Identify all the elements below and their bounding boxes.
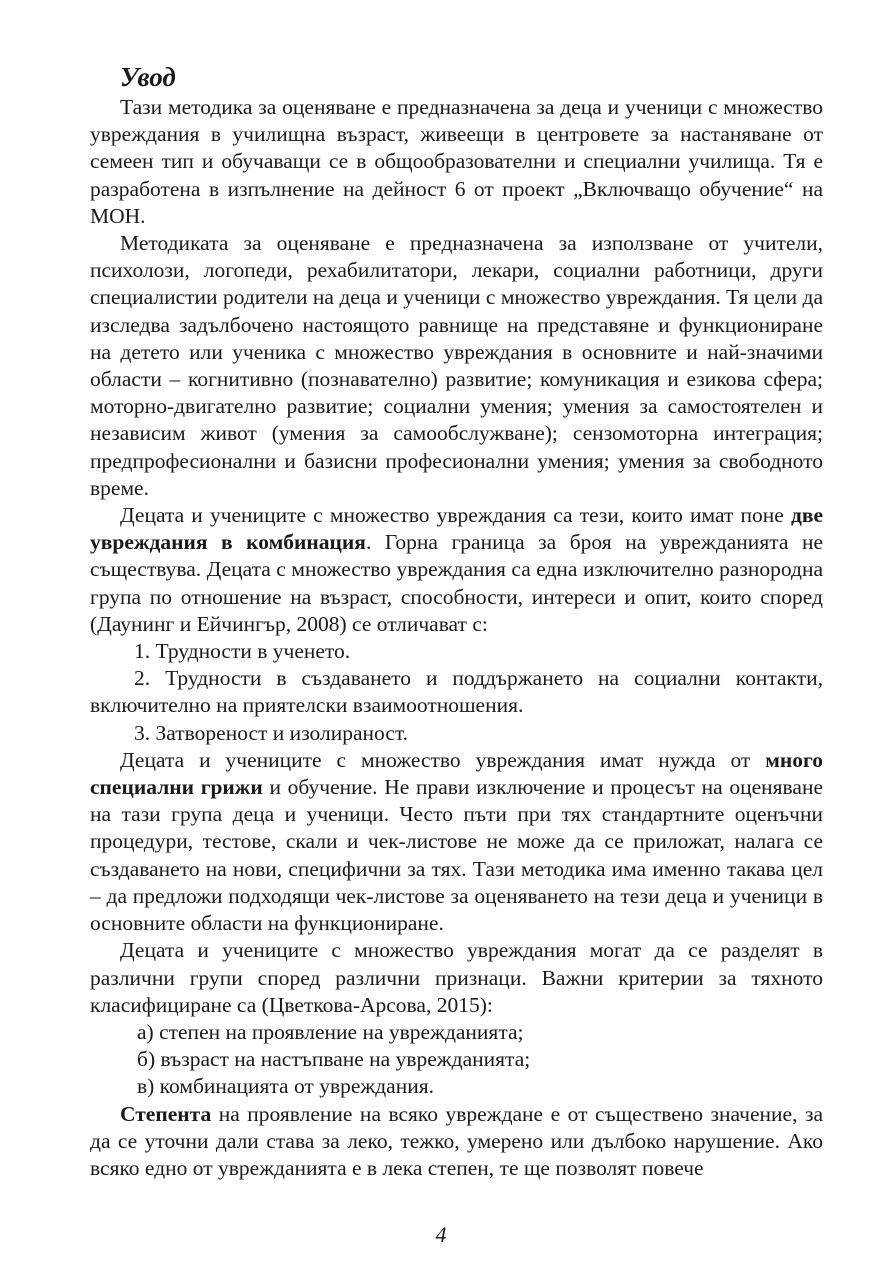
paragraph-text: на проявление на всяко увреждане е от съществено значение, за да се уточни дали става за леко, тежко, умерено или дълбоко нарушение. Ако всяко едно от уврежданията е в лека степен, те ще позволят повече [90,1101,823,1180]
numbered-list-item-2: 2. Трудности в създаването и поддържането на социални контакти, включително на приятелски взаимоотношения. [90,666,823,718]
paragraph-purpose: Методиката за оценяване е предназначена за използване от учители, психолози, логопеди, рехабилитатори, лекари, социални работници, други специалистии родители на деца и ученици с множество увреждания. Тя цели да изследва задълбочено настоящото равнище на представяне и функциониране на детето или ученика с множество увреждания в основните и най-значими области – когнитивно (познавателно) развитие; комуникация и езикова сфера; моторно-двигателно развитие; социални умения; умения за самостоятелен и независим живот (умения за самообслужване); сензомоторна интеграция; предпрофесионални и базисни професионални умения; умения за свободното време. [90,231,823,500]
lettered-list-item-c: в) комбинацията от увреждания. [137,1074,435,1099]
paragraph-severity [90,1101,823,1183]
numbered-list-item-3: 3. Затвореност и изолираност. [134,720,409,745]
page-number: 4 [435,1222,447,1247]
paragraph-definition [90,502,823,638]
paragraph-classification: Децата и учениците с множество увреждания могат да се разделят в различни групи според различни признаци. Важни критерии за тяхното класифициране са (Цветкова-Арсова, 2015): [90,938,823,1017]
lettered-list-item-a: а) степен на проявление на уврежданията; [137,1019,524,1044]
lettered-list-item-b: б) възраст на настъпване на уврежданията; [137,1047,531,1072]
paragraph-care-needs [90,747,823,937]
numbered-list-item-1: 1. Трудности в ученето. [134,639,351,664]
bold-emphasis: Степента [120,1101,212,1126]
bold-emphasis: много специални грижи [90,747,823,800]
section-heading: Увод [120,62,176,92]
paragraph-text: и обучение. Не прави изключение и процесът на оценяване на тази група деца и ученици. Често пъти при тях стандартните оценъчни процедури, тестове, скали и чек-листове не може да се приложат, налага се създаването на нови, специфични за тях. Тази методика има именно такава цел – да предложи подходящи чек-листове за оценяването на тези деца и ученици в основните области на функциониране. [90,775,823,936]
paragraph-intro: Тази методика за оценяване е предназначена за деца и ученици с множество увреждания в училищна възраст, живеещи в центровете за настаняване от семеен тип и обучаващи се в общообразователни и специални училища. Тя е разработена в изпълнение на дейност 6 от проект „Включващо обучение“ на МОН. [90,95,823,228]
page-content [90,60,823,1182]
paragraph-text: Децата и учениците с множество увреждания са тези, които имат поне [120,503,791,528]
paragraph-text: Децата и учениците с множество увреждания имат нужда от [120,747,766,772]
bold-emphasis: две увреждания в комбинация [90,503,823,555]
paragraph-text: . Горна граница за броя на уврежданията не съществува. Децата с множество увреждания са една изключително разнородна група по отношение на възраст, способности, интереси и опит, които според (Даунинг и Ейчингър, 2008) се отличават с: [90,530,823,636]
